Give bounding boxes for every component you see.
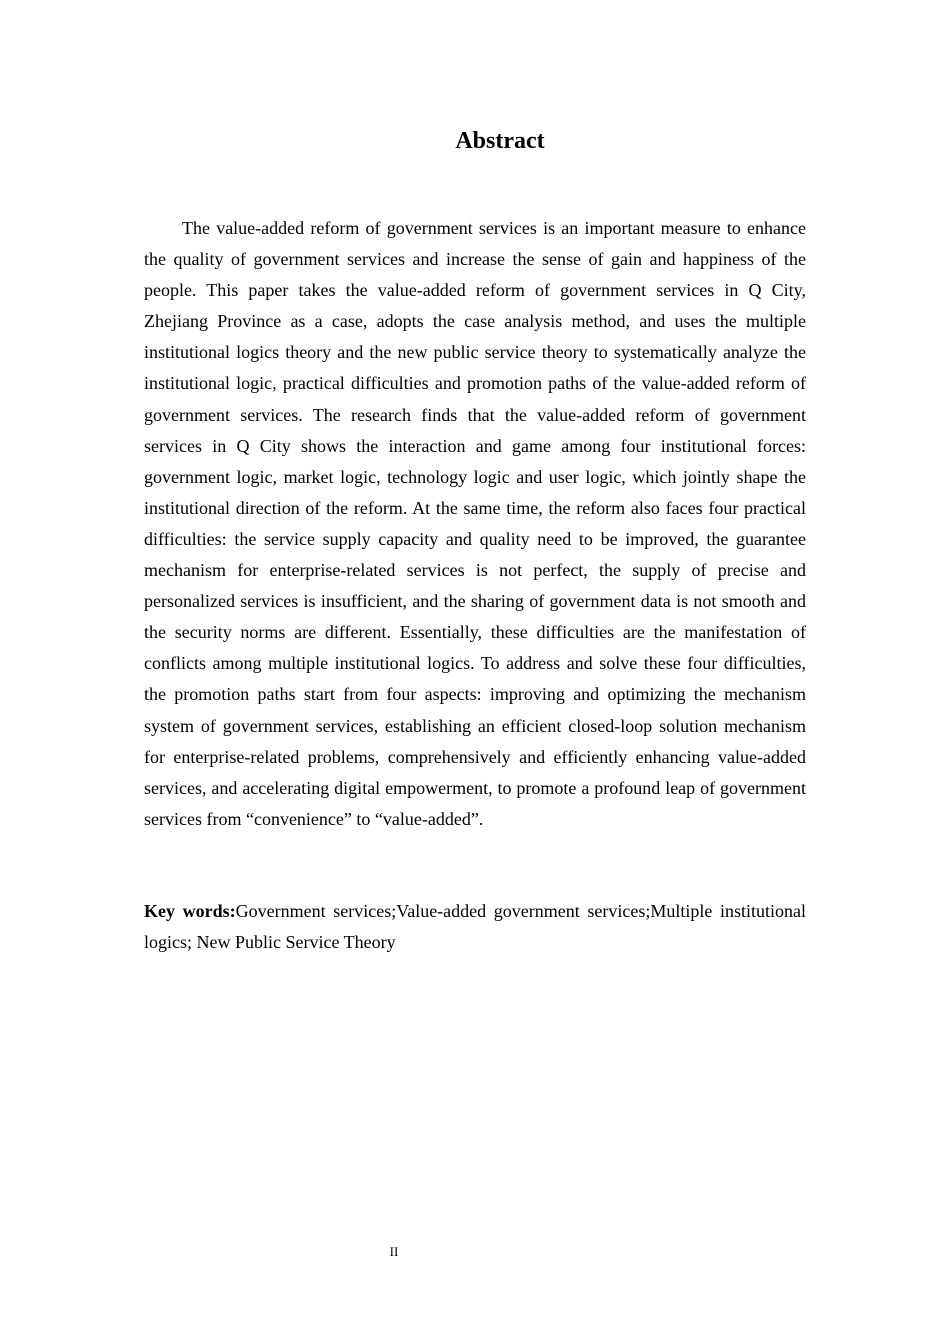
keywords-label: Key words: xyxy=(144,901,236,921)
keywords-paragraph xyxy=(144,896,806,958)
abstract-title: Abstract xyxy=(455,128,545,154)
page-number: II xyxy=(389,1244,399,1259)
abstract-body: The value-added reform of government services is an important measure to enhance the quality of government services and increase the sense of gain and happiness of the people. This paper takes the value-added reform of government services in Q City, Zhejiang Province as a case, adopts the case analysis method, and uses the multiple institutional logics theory and the new public service theory to systematically analyze the institutional logic, practical difficulties and promotion paths of the value-added reform of government services. The research finds that the value-added reform of government services in Q City shows the interaction and game among four institutional forces: government logic, market logic, technology logic and user logic, which jointly shape the institutional direction of the reform. At the same time, the reform also faces four practical difficulties: the service supply capacity and quality need to be improved, the guarantee mechanism for enterprise-related services is not perfect, the supply of precise and personalized services is insufficient, and the sharing of government data is not smooth and the security norms are different. Essentially, these difficulties are the manifestation of conflicts among multiple institutional logics. To address and solve these four difficulties, the promotion paths start from four aspects: improving and optimizing the mechanism system of government services, establishing an efficient closed-loop solution mechanism for enterprise-related problems, comprehensively and efficiently enhancing value-added services, and accelerating digital empowerment, to promote a profound leap of government services from “convenience” to “value-added”. xyxy=(144,218,806,829)
keywords-text: Government services;Value-added government services;Multiple institutional logics; New Public Service Theory xyxy=(144,901,806,953)
